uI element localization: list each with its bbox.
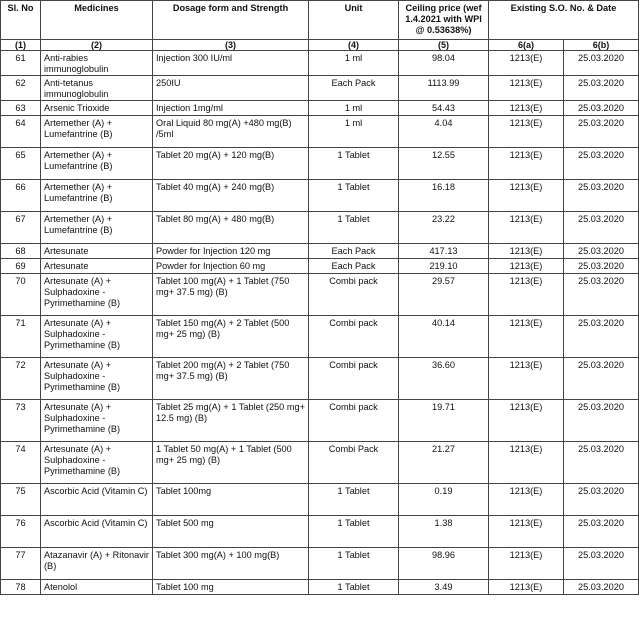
table-row bbox=[1, 101, 639, 116]
table-row bbox=[1, 76, 639, 101]
row-so-date: 25.03.2020 bbox=[564, 116, 639, 148]
row-sl-no: 66 bbox=[1, 180, 41, 212]
row-so-date: 25.03.2020 bbox=[564, 516, 639, 548]
row-dosage: Tablet 200 mg(A) + 2 Tablet (750 mg+ 37.5 mg) (B) bbox=[153, 358, 309, 400]
header-existing-so: Existing S.O. No. & Date bbox=[489, 1, 639, 40]
row-dosage: Powder for Injection 60 mg bbox=[153, 259, 309, 274]
row-so-number: 1213(E) bbox=[489, 484, 564, 516]
row-sl-no: 61 bbox=[1, 51, 41, 76]
row-medicine: Artesunate bbox=[41, 244, 153, 259]
row-so-date: 25.03.2020 bbox=[564, 484, 639, 516]
row-medicine: Anti-rabies immunoglobulin bbox=[41, 51, 153, 76]
row-ceiling-price: 19.71 bbox=[399, 400, 489, 442]
row-unit: 1 Tablet bbox=[309, 180, 399, 212]
row-medicine: Artemether (A) + Lumefantrine (B) bbox=[41, 180, 153, 212]
row-so-number: 1213(E) bbox=[489, 516, 564, 548]
row-ceiling-price: 98.96 bbox=[399, 548, 489, 580]
row-ceiling-price: 40.14 bbox=[399, 316, 489, 358]
row-so-number: 1213(E) bbox=[489, 358, 564, 400]
table-row bbox=[1, 400, 639, 442]
row-so-date: 25.03.2020 bbox=[564, 259, 639, 274]
row-medicine: Atazanavir (A) + Ritonavir (B) bbox=[41, 548, 153, 580]
col-number: (5) bbox=[399, 40, 489, 51]
row-dosage: Tablet 25 mg(A) + 1 Tablet (250 mg+ 12.5 mg) (B) bbox=[153, 400, 309, 442]
row-medicine: Artesunate (A) + Sulphadoxine - Pyrimethamine (B) bbox=[41, 358, 153, 400]
row-ceiling-price: 36.60 bbox=[399, 358, 489, 400]
row-so-number: 1213(E) bbox=[489, 116, 564, 148]
row-sl-no: 74 bbox=[1, 442, 41, 484]
row-sl-no: 70 bbox=[1, 274, 41, 316]
row-so-number: 1213(E) bbox=[489, 548, 564, 580]
row-unit: 1 Tablet bbox=[309, 548, 399, 580]
row-so-date: 25.03.2020 bbox=[564, 358, 639, 400]
row-unit: Combi pack bbox=[309, 316, 399, 358]
row-so-date: 25.03.2020 bbox=[564, 580, 639, 595]
header-dosage: Dosage form and Strength bbox=[153, 1, 309, 40]
row-medicine: Artesunate (A) + Sulphadoxine - Pyrimethamine (B) bbox=[41, 274, 153, 316]
row-sl-no: 75 bbox=[1, 484, 41, 516]
row-ceiling-price: 29.57 bbox=[399, 274, 489, 316]
header-ceiling-price: Ceiling price (wef 1.4.2021 with WPI @ 0.53638%) bbox=[399, 1, 489, 40]
row-medicine: Artemether (A) + Lumefantrine (B) bbox=[41, 212, 153, 244]
header-row bbox=[1, 1, 639, 40]
row-medicine: Anti-tetanus immunoglobulin bbox=[41, 76, 153, 101]
row-dosage: Tablet 40 mg(A) + 240 mg(B) bbox=[153, 180, 309, 212]
row-medicine: Ascorbic Acid (Vitamin C) bbox=[41, 484, 153, 516]
col-number: 6(b) bbox=[564, 40, 639, 51]
table-row bbox=[1, 148, 639, 180]
row-medicine: Artesunate (A) + Sulphadoxine - Pyrimethamine (B) bbox=[41, 400, 153, 442]
row-dosage: Powder for Injection 120 mg bbox=[153, 244, 309, 259]
row-unit: Combi pack bbox=[309, 274, 399, 316]
col-number: (2) bbox=[41, 40, 153, 51]
header-sl-no: Sl. No bbox=[1, 1, 41, 40]
table-row bbox=[1, 580, 639, 595]
table-body bbox=[1, 51, 639, 595]
row-so-date: 25.03.2020 bbox=[564, 148, 639, 180]
row-so-date: 25.03.2020 bbox=[564, 180, 639, 212]
row-so-number: 1213(E) bbox=[489, 76, 564, 101]
row-medicine: Artemether (A) + Lumefantrine (B) bbox=[41, 148, 153, 180]
row-unit: 1 Tablet bbox=[309, 212, 399, 244]
row-unit: 1 ml bbox=[309, 116, 399, 148]
row-ceiling-price: 23.22 bbox=[399, 212, 489, 244]
row-so-number: 1213(E) bbox=[489, 442, 564, 484]
row-so-date: 25.03.2020 bbox=[564, 76, 639, 101]
row-sl-no: 72 bbox=[1, 358, 41, 400]
row-ceiling-price: 3.49 bbox=[399, 580, 489, 595]
header-medicines: Medicines bbox=[41, 1, 153, 40]
table-row bbox=[1, 180, 639, 212]
row-so-number: 1213(E) bbox=[489, 580, 564, 595]
row-ceiling-price: 12.55 bbox=[399, 148, 489, 180]
row-ceiling-price: 16.18 bbox=[399, 180, 489, 212]
col-number: (3) bbox=[153, 40, 309, 51]
col-number: 6(a) bbox=[489, 40, 564, 51]
row-ceiling-price: 219.10 bbox=[399, 259, 489, 274]
row-ceiling-price: 1113.99 bbox=[399, 76, 489, 101]
row-so-number: 1213(E) bbox=[489, 274, 564, 316]
row-dosage: Tablet 300 mg(A) + 100 mg(B) bbox=[153, 548, 309, 580]
row-sl-no: 71 bbox=[1, 316, 41, 358]
row-so-date: 25.03.2020 bbox=[564, 274, 639, 316]
row-sl-no: 73 bbox=[1, 400, 41, 442]
row-sl-no: 67 bbox=[1, 212, 41, 244]
row-unit: 1 Tablet bbox=[309, 484, 399, 516]
row-unit: 1 ml bbox=[309, 101, 399, 116]
row-so-number: 1213(E) bbox=[489, 316, 564, 358]
header-unit: Unit bbox=[309, 1, 399, 40]
table-row bbox=[1, 358, 639, 400]
table-row bbox=[1, 212, 639, 244]
row-so-date: 25.03.2020 bbox=[564, 316, 639, 358]
row-so-date: 25.03.2020 bbox=[564, 212, 639, 244]
table-row bbox=[1, 516, 639, 548]
row-dosage: 1 Tablet 50 mg(A) + 1 Tablet (500 mg+ 25 mg) (B) bbox=[153, 442, 309, 484]
row-dosage: Tablet 150 mg(A) + 2 Tablet (500 mg+ 25 mg) (B) bbox=[153, 316, 309, 358]
row-so-date: 25.03.2020 bbox=[564, 442, 639, 484]
col-number: (1) bbox=[1, 40, 41, 51]
row-unit: 1 Tablet bbox=[309, 580, 399, 595]
row-so-number: 1213(E) bbox=[489, 180, 564, 212]
row-so-number: 1213(E) bbox=[489, 400, 564, 442]
row-dosage: Tablet 100 mg bbox=[153, 580, 309, 595]
row-ceiling-price: 54.43 bbox=[399, 101, 489, 116]
row-dosage: Tablet 80 mg(A) + 480 mg(B) bbox=[153, 212, 309, 244]
row-dosage: Tablet 20 mg(A) + 120 mg(B) bbox=[153, 148, 309, 180]
row-ceiling-price: 98.04 bbox=[399, 51, 489, 76]
row-so-number: 1213(E) bbox=[489, 148, 564, 180]
row-sl-no: 63 bbox=[1, 101, 41, 116]
row-so-number: 1213(E) bbox=[489, 212, 564, 244]
row-unit: 1 Tablet bbox=[309, 148, 399, 180]
row-unit: Combi pack bbox=[309, 358, 399, 400]
row-so-number: 1213(E) bbox=[489, 51, 564, 76]
row-medicine: Atenolol bbox=[41, 580, 153, 595]
row-medicine: Ascorbic Acid (Vitamin C) bbox=[41, 516, 153, 548]
col-number: (4) bbox=[309, 40, 399, 51]
row-ceiling-price: 1.38 bbox=[399, 516, 489, 548]
row-medicine: Artesunate (A) + Sulphadoxine - Pyrimethamine (B) bbox=[41, 442, 153, 484]
row-medicine: Artemether (A) + Lumefantrine (B) bbox=[41, 116, 153, 148]
table-row bbox=[1, 259, 639, 274]
table-row bbox=[1, 316, 639, 358]
row-so-date: 25.03.2020 bbox=[564, 400, 639, 442]
row-so-number: 1213(E) bbox=[489, 259, 564, 274]
row-unit: Each Pack bbox=[309, 259, 399, 274]
table-row bbox=[1, 51, 639, 76]
row-dosage: Injection 300 IU/ml bbox=[153, 51, 309, 76]
row-unit: 1 ml bbox=[309, 51, 399, 76]
row-sl-no: 76 bbox=[1, 516, 41, 548]
row-unit: Each Pack bbox=[309, 76, 399, 101]
table-row bbox=[1, 274, 639, 316]
row-so-date: 25.03.2020 bbox=[564, 101, 639, 116]
row-sl-no: 68 bbox=[1, 244, 41, 259]
table-row bbox=[1, 116, 639, 148]
row-medicine: Artesunate (A) + Sulphadoxine - Pyrimethamine (B) bbox=[41, 316, 153, 358]
row-so-date: 25.03.2020 bbox=[564, 51, 639, 76]
row-sl-no: 65 bbox=[1, 148, 41, 180]
row-sl-no: 69 bbox=[1, 259, 41, 274]
row-so-number: 1213(E) bbox=[489, 244, 564, 259]
column-number-row bbox=[1, 40, 639, 51]
row-ceiling-price: 0.19 bbox=[399, 484, 489, 516]
row-so-number: 1213(E) bbox=[489, 101, 564, 116]
row-so-date: 25.03.2020 bbox=[564, 244, 639, 259]
row-dosage: Tablet 100mg bbox=[153, 484, 309, 516]
table-row bbox=[1, 442, 639, 484]
row-dosage: Tablet 100 mg(A) + 1 Tablet (750 mg+ 37.5 mg) (B) bbox=[153, 274, 309, 316]
table-row bbox=[1, 244, 639, 259]
row-ceiling-price: 21.27 bbox=[399, 442, 489, 484]
row-medicine: Artesunate bbox=[41, 259, 153, 274]
row-ceiling-price: 417.13 bbox=[399, 244, 489, 259]
row-sl-no: 77 bbox=[1, 548, 41, 580]
row-unit: Each Pack bbox=[309, 244, 399, 259]
row-so-date: 25.03.2020 bbox=[564, 548, 639, 580]
row-dosage: Oral Liquid 80 mg(A) +480 mg(B) /5ml bbox=[153, 116, 309, 148]
row-dosage: Injection 1mg/ml bbox=[153, 101, 309, 116]
row-sl-no: 64 bbox=[1, 116, 41, 148]
row-sl-no: 62 bbox=[1, 76, 41, 101]
table-row bbox=[1, 484, 639, 516]
row-sl-no: 78 bbox=[1, 580, 41, 595]
row-ceiling-price: 4.04 bbox=[399, 116, 489, 148]
row-unit: 1 Tablet bbox=[309, 516, 399, 548]
row-dosage: 250IU bbox=[153, 76, 309, 101]
row-medicine: Arsenic Trioxide bbox=[41, 101, 153, 116]
row-dosage: Tablet 500 mg bbox=[153, 516, 309, 548]
table-row bbox=[1, 548, 639, 580]
row-unit: Combi Pack bbox=[309, 442, 399, 484]
row-unit: Combi pack bbox=[309, 400, 399, 442]
